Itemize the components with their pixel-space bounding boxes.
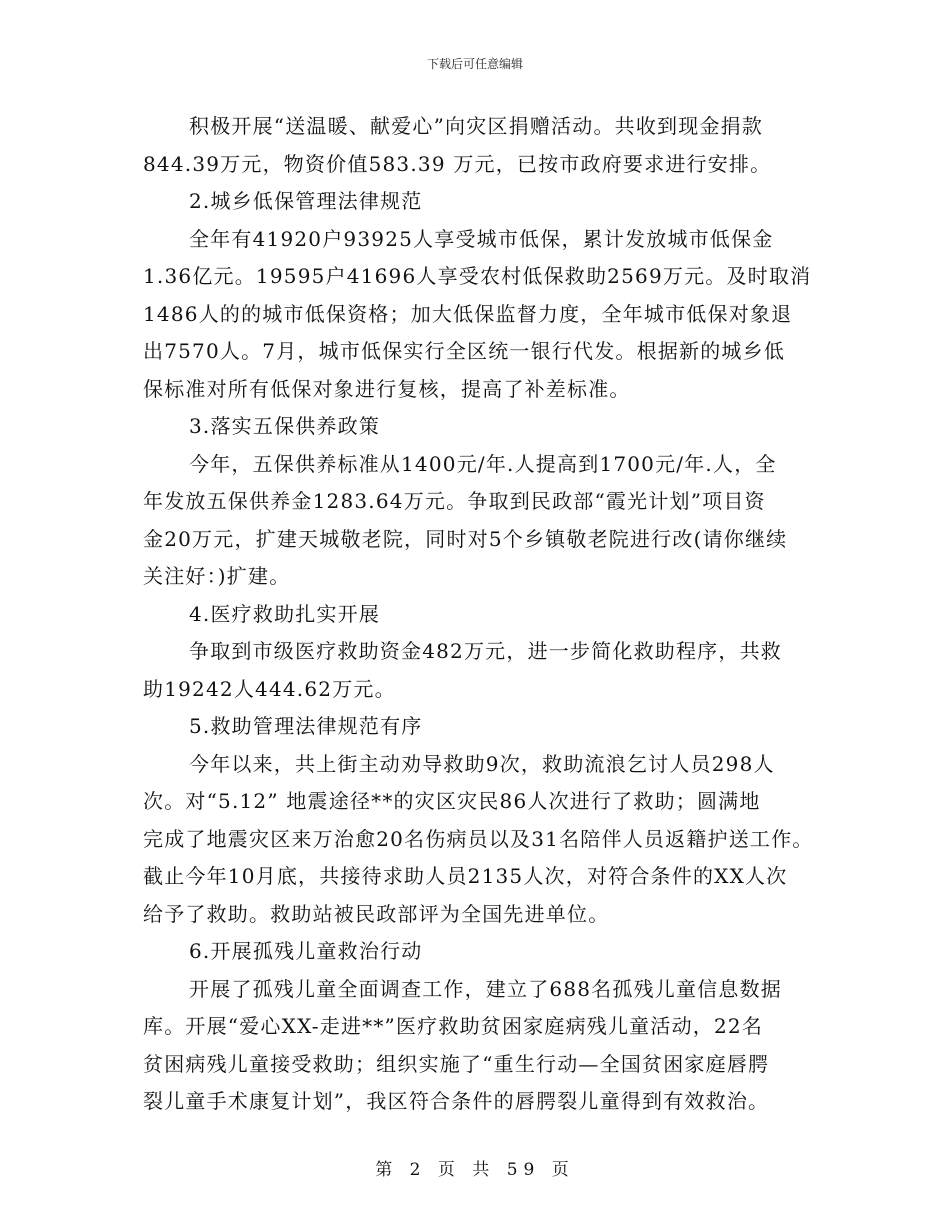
page-header: 下载后可任意编辑 (426, 57, 523, 71)
section-heading: 5.救助管理法律规范有序 (189, 714, 423, 738)
paragraph-line: 截止今年10月底，共接待求助人员2135人次，对符合条件的XX人次 (143, 864, 788, 888)
section-heading: 6.开展孤残儿童救治行动 (189, 939, 423, 963)
paragraph-line: 844.39万元，物资价值583.39 万元，已按市政府要求进行安排。 (143, 151, 772, 176)
section-heading: 3.落实五保供养政策 (189, 414, 381, 438)
page-footer: 第 2 页 共 59 页 (375, 1160, 575, 1180)
paragraph-line: 今年以来，共上街主动劝导救助9次，救助流浪乞讨人员298人 (189, 751, 775, 776)
paragraph-line: 裂儿童手术康复计划”，我区符合条件的唇腭裂儿童得到有效救治。 (143, 1089, 770, 1113)
paragraph-line: 助19242人444.62万元。 (143, 676, 396, 701)
paragraph-line: 给予了救助。救助站被民政部评为全国先进单位。 (143, 901, 610, 926)
paragraph-line: 年发放五保供养金1283.64万元。争取到民政部“霞光计划”项目资 (143, 489, 766, 513)
paragraph-line: 关注好：)扩建。 (143, 564, 291, 588)
paragraph-line: 贫困病残儿童接受救助；组织实施了“重生行动—全国贫困家庭唇腭 (143, 1051, 770, 1076)
paragraph-line: 全年有41920户93925人享受城市低保，累计发放城市低保金 (189, 226, 774, 251)
paragraph-line: 完成了地震灾区来万治愈20名伤病员以及31名陪伴人员返籍护送工作。 (143, 826, 814, 851)
paragraph-line: 开展了孤残儿童全面调查工作，建立了688名孤残儿童信息数据 (189, 976, 782, 1001)
paragraph-line: 保标准对所有低保对象进行复核，提高了补差标准。 (143, 376, 631, 401)
paragraph-line: 金20万元，扩建天城敬老院，同时对5个乡镇敬老院进行改(请你继续 (143, 526, 788, 551)
paragraph-line: 1.36亿元。19595户41696人享受农村低保救助2569万元。及时取消 (143, 264, 812, 288)
section-heading: 4.医疗救助扎实开展 (189, 601, 381, 626)
paragraph-line: 库。开展“爱心XX-走进**”医疗救助贫困家庭病残儿童活动，22名 (143, 1014, 764, 1038)
paragraph-line: 积极开展“送温暖、献爱心”向灾区捐赠活动。共收到现金捐款 (189, 114, 764, 138)
paragraph-line: 今年，五保供养标准从1400元/年.人提高到1700元/年.人，全 (189, 451, 777, 476)
section-heading: 2.城乡低保管理法律规范 (189, 189, 423, 213)
paragraph-line: 次。对“5.12” 地震途径**的灾区灾民86人次进行了救助；圆满地 (143, 789, 761, 813)
body-text (143, 108, 823, 1121)
paragraph-line: 争取到市级医疗救助资金482万元，进一步简化救助程序，共救 (189, 639, 782, 663)
paragraph-line: 1486人的的城市低保资格；加大低保监督力度，全年城市低保对象退 (143, 301, 793, 326)
paragraph-line: 出7570人。7月，城市低保实行全区统一银行代发。根据新的城乡低 (143, 339, 786, 363)
